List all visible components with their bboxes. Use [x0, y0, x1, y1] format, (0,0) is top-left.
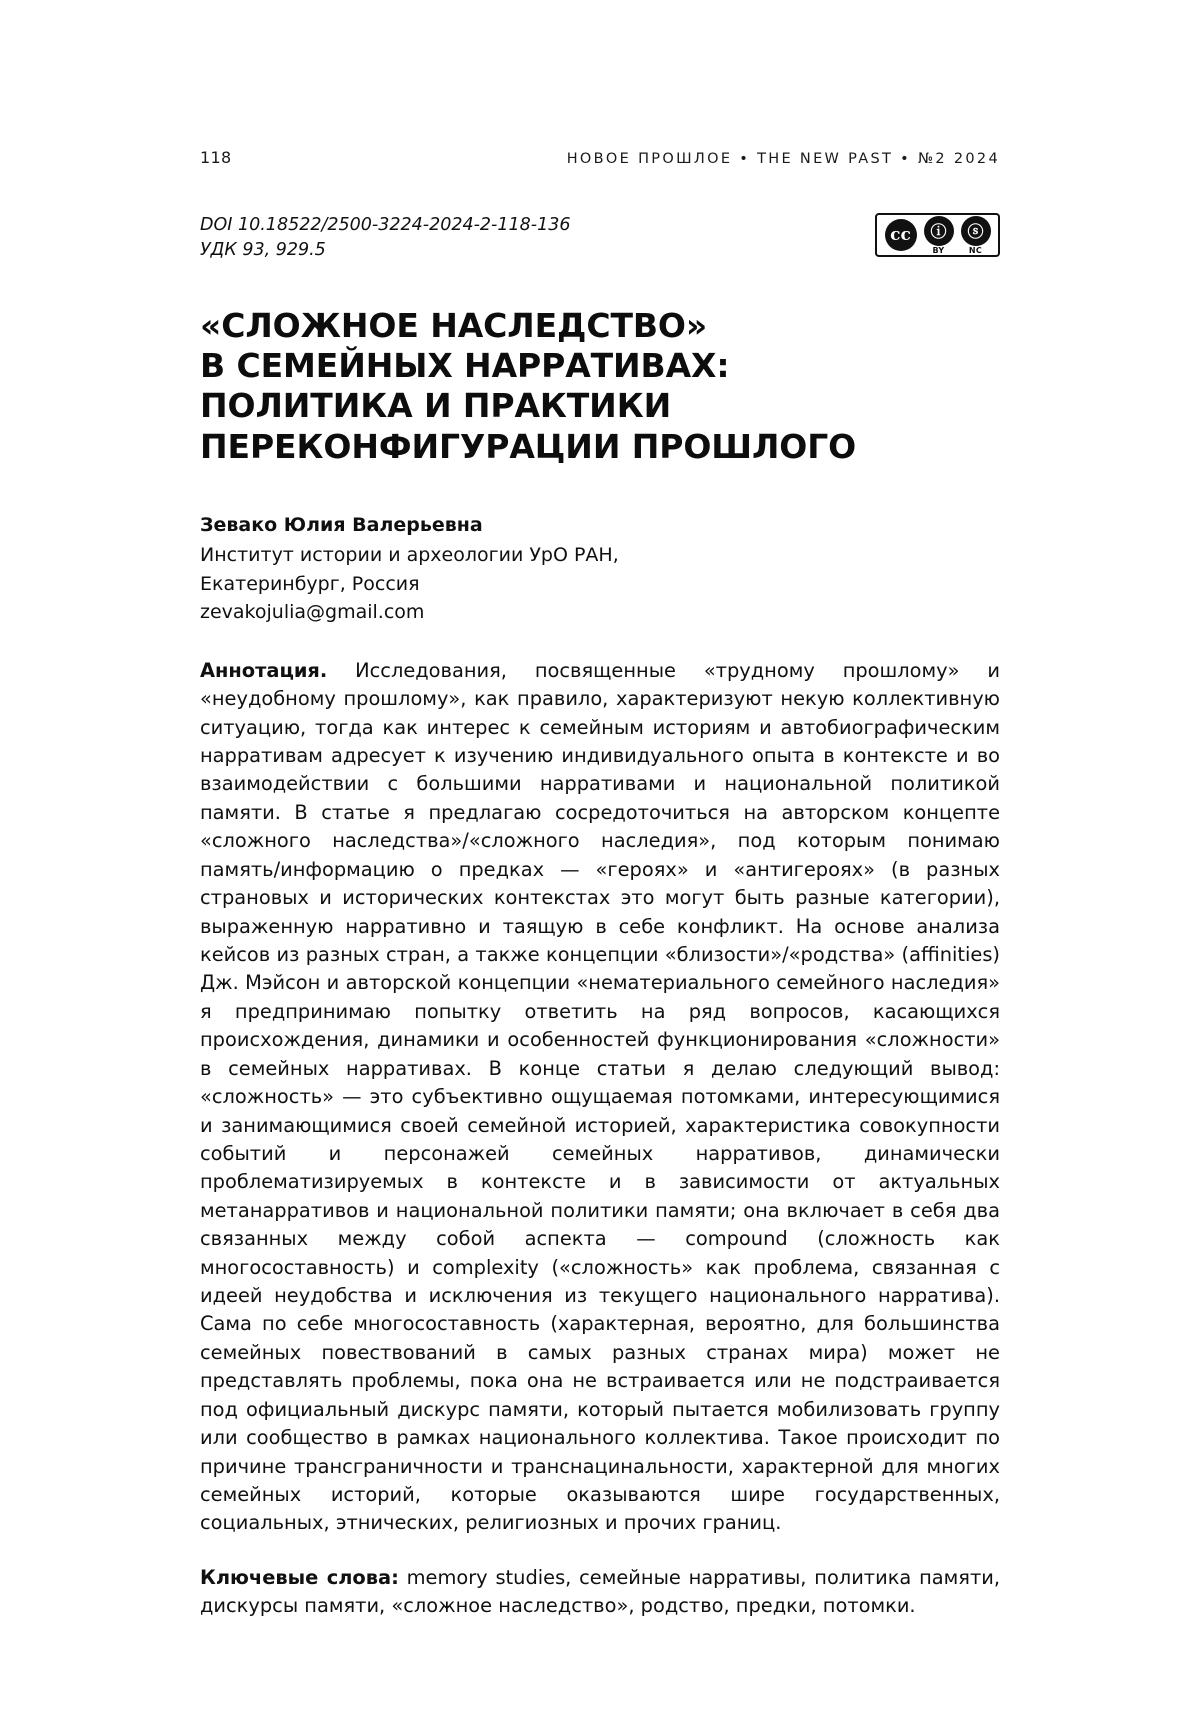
abstract-label: Аннотация.	[200, 658, 328, 682]
cc-nc-glyph-icon: ⓢ	[961, 216, 991, 246]
cc-by-glyph-icon: ⓘ	[924, 216, 954, 246]
running-head	[200, 148, 1000, 167]
cc-by-icon	[924, 216, 954, 255]
cc-nc-label: NC	[968, 245, 983, 255]
title-line-4: ПЕРЕКОНФИГУРАЦИИ ПРОШЛОГО	[200, 426, 857, 466]
abstract	[200, 657, 1000, 1538]
title-line-3: ПОЛИТИКА И ПРАКТИКИ	[200, 386, 672, 426]
keywords-text: memory studies, семейные нарративы, политика памяти, дискурсы памяти, «сложное наследство», родство, предки, потомки.	[200, 1565, 1001, 1618]
title-line-1: «СЛОЖНОЕ НАСЛЕДСТВО»	[200, 305, 708, 345]
page-number: 118	[200, 148, 232, 167]
metadata-row	[200, 213, 1000, 264]
keywords	[200, 1564, 1000, 1621]
author-city: Екатеринбург, Россия	[200, 572, 420, 595]
cc-circle-icon: cc	[885, 219, 917, 251]
doi-line: DOI 10.18522/2500-3224-2024-2-118-136	[200, 215, 571, 235]
title-line-2: В СЕМЕЙНЫХ НАРРАТИВАХ:	[200, 346, 730, 385]
identifiers	[200, 213, 571, 264]
abstract-text: Исследования, посвященные «трудному прошлому» и «неудобному прошлому», как правило, характеризуют некую коллективную ситуацию, тогда как интерес к семейным историям и автобиографическим нарративам адресует к изучению индивидуального опыта в контексте и во взаимодействии с большими нарративами и национальной политикой памяти. В статье я предлагаю сосредоточиться на авторском концепте «сложного наследства»/«сложного наследия», под которым понимаю память/информацию о предках — «героях» и «антигероях» (в разных страновых и исторических контекстах это могут быть разные категории), выраженную нарративно и таящую в себе конфликт. На основе анализа кейсов из разных стран, а также концепции «близости»/«родства» (affinities) Дж. Мэйсон и авторской концепции «нематериального семейного наследия» я предпринимаю попытку ответить на ряд вопросов, касающихся происхождения, динамики и особенностей функционирования «сложности» в семейных нарративах. В конце статьи я делаю следующий вывод: «сложность» — это субъективно ощущаемая потомками, интересующимися и занимающимися своей семейной историей, характеристика совокупности событий и персонажей семейных нарративов, динамически проблематизируемых в контексте и в зависимости от актуальных метанарративов и национальной политики памяти; она включает в себя два связанных между собой аспекта — compound (сложность как многосоставность) и complexity («сложность» как проблема, связанная с идеей неудобства и исключения из текущего национального нарратива). Сама по себе многосоставность (характерная, вероятно, для большинства семейных повествований в самых разных странах мира) может не представлять проблемы, пока она не встраивается или не подстраивается под официальный дискурс памяти, который пытается мобилизовать группу или сообщество в рамках национального коллектива. Такое происходит по причине трансграничности и транснацинальности, характерной для многих семейных историй, которые оказываются шире государственных, социальных, этнических, религиозных и прочих границ.	[200, 658, 1000, 1535]
journal-title: НОВОЕ ПРОШЛОЕ • THE NEW PAST • №2 2024	[566, 151, 1000, 167]
cc-nc-icon	[961, 216, 991, 255]
author-email: zevakojulia@gmail.com	[200, 601, 425, 624]
creative-commons-license-icon	[875, 213, 1000, 257]
cc-by-label: BY	[932, 245, 945, 255]
article-title	[200, 306, 1000, 467]
keywords-label: Ключевые слова:	[200, 1565, 399, 1589]
cc-mark-icon	[885, 219, 917, 251]
author-affiliation: Институт истории и археологии УрО РАН,	[200, 544, 619, 567]
author-block	[200, 511, 1000, 627]
author-name: Зевако Юлия Валерьевна	[200, 513, 483, 536]
udk-line: УДК 93, 929.5	[200, 240, 326, 261]
page-content	[200, 148, 1000, 1621]
